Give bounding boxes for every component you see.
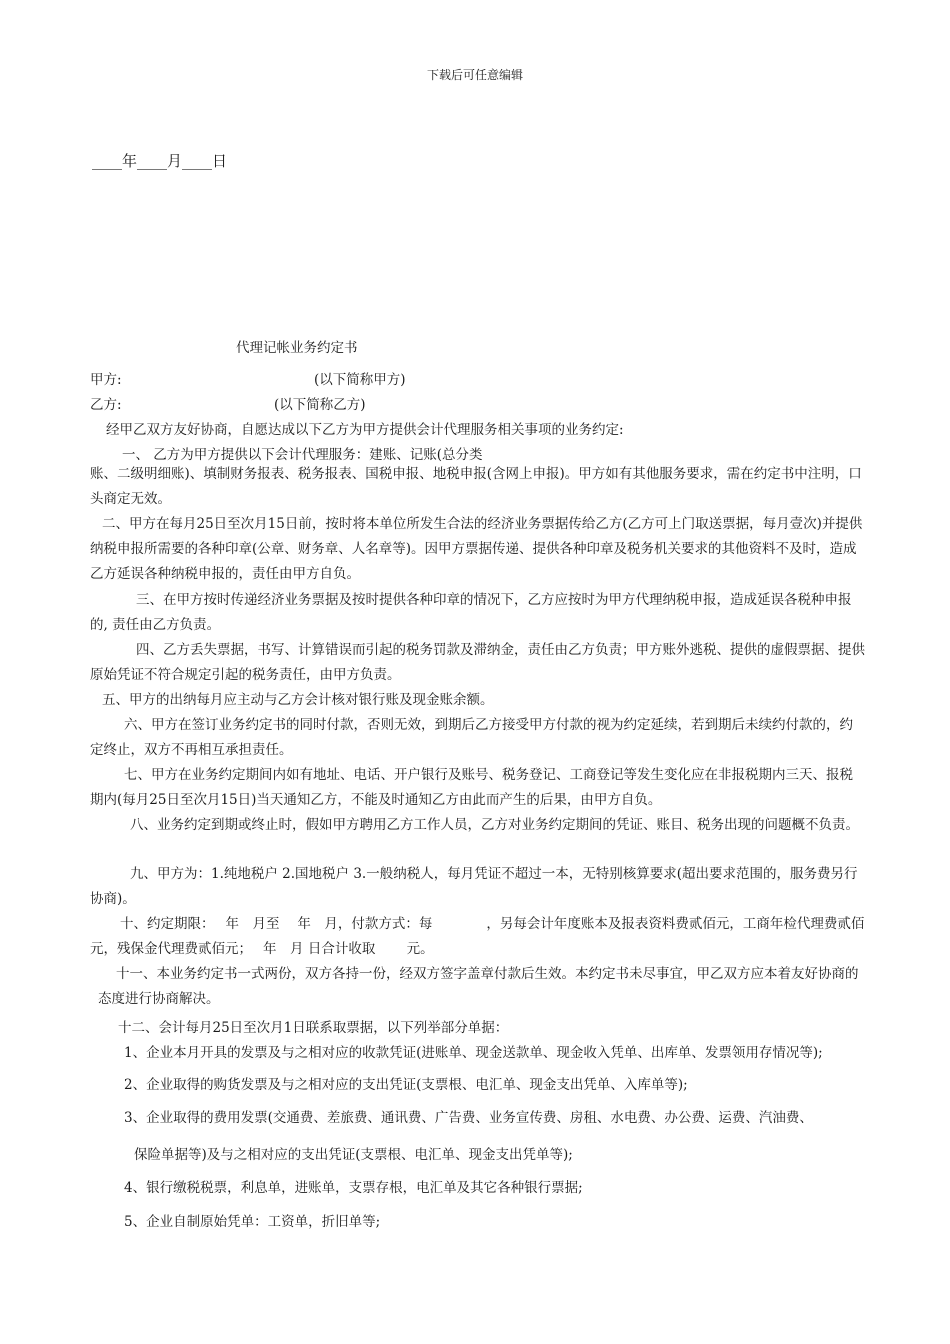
list-item: 4、银行缴税税票，利息单，进账单，支票存根，电汇单及其它各种银行票据; (124, 1180, 583, 1196)
clause-5: 五、甲方的出纳每月应主动与乙方会计核对银行账及现金账余额。 (102, 692, 494, 708)
clause-11: 十一、本业务约定书一式两份，双方各持一份，经双方签字盖章付款后生效。本约定书未尽事宜，甲乙双方应本着友好协商的态度进行协商解决。 (98, 966, 859, 1007)
list-item: 1、企业本月开具的发票及与之相对应的收款凭证(进账单、现金送款单、现金收入凭单、出库单、发票领用存情况等); (124, 1045, 823, 1061)
list-item: 3、企业取得的费用发票(交通费、差旅费、通讯费、广告费、业务宣传费、房租、水电费、办公费、运费、汽油费、 (124, 1110, 813, 1126)
clause-7: 七、甲方在业务约定期间内如有地址、电话、开户银行及账号、税务登记、工商登记等发生变化应在非报税期内三天、报税期内(每月25日至次月15日)当天通知乙方，不能及时通知乙方由此而产生的后果，由甲方自负。 (90, 767, 853, 808)
list-item: 保险单据等)及与之相对应的支出凭证(支票根、电汇单、现金支出凭单等); (134, 1147, 573, 1163)
clause-4: 四、乙方丢失票据，书写、计算错误而引起的税务罚款及滞纳金，责任由乙方负责；甲方账外逃税、提供的虚假票据、提供原始凭证不符合规定引起的税务责任，由甲方负责。 (90, 642, 865, 683)
clause-1-start: 一、 乙方为甲方提供以下会计代理服务：建账、记账(总分类 (122, 447, 483, 463)
party-b-label: 乙方: (90, 397, 122, 413)
clause-12: 十二、会计每月25日至次月1日联系取票据，以下列举部分单据： (118, 1020, 509, 1036)
clause-8: 八、业务约定到期或终止时，假如甲方聘用乙方工作人员，乙方对业务约定期间的凭证、账目、税务出现的问题概不负责。 (130, 817, 859, 833)
clause-9: 九、甲方为：1.纯地税户 2.国地税户 3.一般纳税人，每月凭证不超过一本，无特别核算要求(超出要求范围的，服务费另行协商)。 (90, 866, 858, 907)
party-a-label: 甲方: (90, 372, 122, 388)
clause-6: 六、甲方在签订业务约定书的同时付款，否则无效，到期后乙方接受甲方付款的视为约定延续，若到期后未续约付款的，约定终止，双方不再相互承担责任。 (90, 717, 853, 758)
date-line: ____年____月____日 (92, 152, 228, 170)
party-a-note: (以下简称甲方) (314, 372, 406, 388)
clause-2: 二、甲方在每月25日至次月15日前，按时将本单位所发生合法的经济业务票据传给乙方(乙方可上门取送票据，每月壹次)并提供纳税申报所需要的各种印章(公章、财务章、人名章等)。因甲方票据传递、提供各种印章及税务机关要求的其他资料不及时，造成乙方延误各种纳税申报的，责任由甲方自负。 (90, 516, 863, 582)
list-item: 2、企业取得的购货发票及与之相对应的支出凭证(支票根、电汇单、现金支出凭单、入库单等); (124, 1077, 688, 1093)
page-header: 下载后可任意编辑 (426, 68, 523, 82)
intro-paragraph: 经甲乙双方友好协商，自愿达成以下乙方为甲方提供会计代理服务相关事项的业务约定: (106, 422, 624, 438)
clause-10: 十、约定期限： 年 月至 年 月，付款方式：每 ，另每会计年度账本及报表资料费贰佰元，工商年检代理费贰佰元，残保金代理费贰佰元； 年 月 日合计收取 元。 (90, 916, 865, 957)
list-item: 5、企业自制原始凭单：工资单，折旧单等; (124, 1214, 381, 1230)
party-b-note: (以下简称乙方) (274, 397, 366, 413)
clause-1-cont: 账、二级明细账)、填制财务报表、税务报表、国税申报、地税申报(含网上申报)。甲方如有其他服务要求，需在约定书中注明，口头商定无效。 (90, 466, 862, 507)
clause-3: 三、在甲方按时传递经济业务票据及按时提供各种印章的情况下，乙方应按时为甲方代理纳税申报，造成延误各税种申报的, 责任由乙方负责。 (90, 592, 852, 633)
document-title: 代理记帐业务约定书 (236, 340, 358, 356)
